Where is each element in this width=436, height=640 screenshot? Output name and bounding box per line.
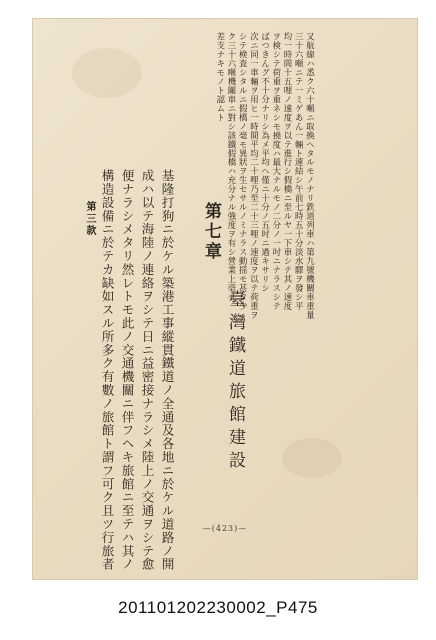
body-line: 構造設備ニ於テカ缺如スル所多ク有數ノ旅館ト謂フ可ク且ツ行旅者 [99,169,115,571]
document-page [32,18,418,580]
chapter-number: 第七章 [201,202,221,262]
body-line: 基隆打狗ニ於ケル築港工事縱貫鐵道ノ全通及各地ニ於ケル道路ノ開 [159,169,175,571]
body-line: 便ナラシメタリ然レトモ此ノ交通機關ニ伴フヘキ旅館ニ至テハ其ノ [119,169,135,571]
page-number: —(423)— [202,524,248,533]
previous-section-line: 均一時間十五哩ノ速度ヲ以テ進行シ假橋ニ至ルヤ一下車シテ其ノ速度 [283,32,293,311]
paper-stain [72,48,142,98]
paper-stain [282,438,342,478]
previous-section-line: ばつきんグ不十分ナリシ為メ平均ヘ僅ニ十分ノ五吋ニ過キサリシ [260,32,271,293]
previous-section-line: シテ検査シタルニ假橋ノ毫モ異狀ヲ生セサルノミナラス動揺モ甚タ少 [238,32,249,311]
previous-section-line: 三十六噸ニテ一ミゲあん一輛ト連結シ午前七時五十分淡水驛ヲ發シ平 [294,32,305,311]
body-line: 成ハ以テ海陸ノ連絡ヲシテ日ニ益密接ナラシメ陸上ノ交通ヲシテ愈 [139,169,155,571]
previous-section-line: ヲ検シテ荷重ヲ重ネシモ撓度ハ最大ナルモノ二分ノ一吋ニナラスシテ [271,32,282,311]
previous-section-line: 次ニ同一車輛ヲ用ヒ一時間平均二十哩乃至二十三哩ノ速度ヲ以テ荷重ヲ [249,32,260,320]
image-caption: 201101202230002_P475 [118,598,318,617]
chapter-title: 臺灣鐵道旅館建設 [225,290,245,474]
previous-section-line: 又航線ハ悉ク六十噸ニ取換ヘタルモノナリ鉄道列車ハ第九號機關車重量 [305,32,316,320]
previous-section-line: 差支ナキモノト認ムト [215,32,226,122]
previous-section-line: ク三十六噸機關車ニ對シ該鐵假橋ハ充分ナル強度ヲ有シ營業上毫モ [227,32,237,302]
section-label: 第三款 [84,201,95,237]
